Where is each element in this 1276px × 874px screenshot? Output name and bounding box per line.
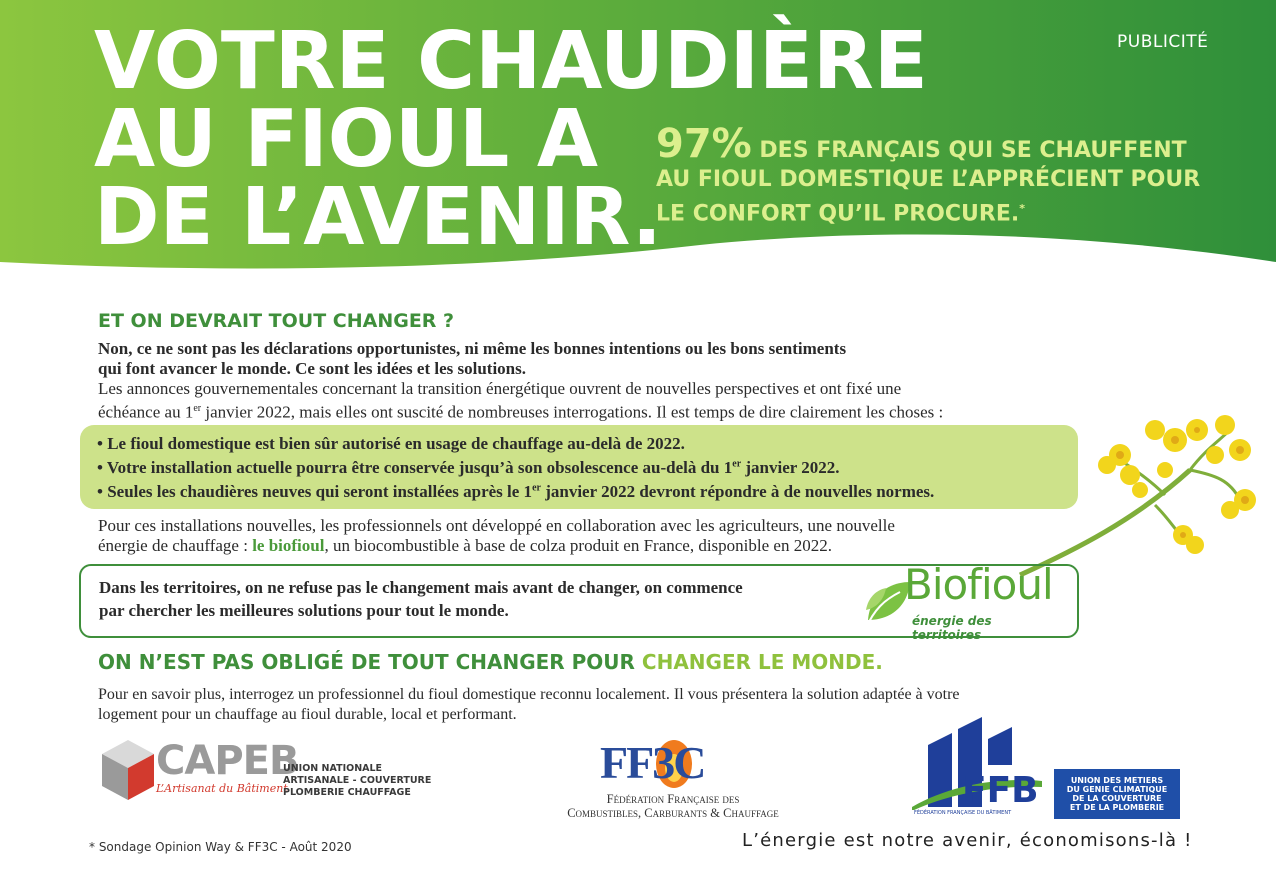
capeb-desc-1: UNION NATIONALE: [283, 763, 383, 774]
ff3c-subtitle: [548, 792, 798, 820]
survey-footnote: * Sondage Opinion Way & FF3C - Août 2020: [89, 840, 352, 854]
umgcc-line-3: DE LA COUVERTURE: [1072, 794, 1162, 803]
world-title-a: ON N’EST PAS OBLIGÉ DE TOUT CHANGER POUR: [98, 650, 642, 674]
stat-block: [656, 121, 1256, 228]
ff3c-logo: [548, 736, 798, 826]
callout-line-1: Dans les territoires, on ne refuse pas le changement mais avant de changer, on commence: [99, 578, 743, 597]
capeb-desc-2: ARTISANALE - COUVERTURE: [283, 775, 432, 786]
bullet-1: • Le fioul domestique est bien sûr autorisé en usage de chauffage au-delà de 2022.: [97, 434, 685, 453]
stat-percent: 97%: [656, 121, 752, 167]
bullet-2-a: • Votre installation actuelle pourra être conservée jusqu’à son obsolescence au-delà du 1: [97, 458, 733, 477]
bullet-2: [97, 458, 840, 478]
world-title-b: CHANGER LE MONDE.: [641, 650, 883, 674]
capeb-cube-icon: [100, 738, 156, 802]
para-line-1: Les annonces gouvernementales concernant la transition énergétique ouvrent de nouvelles perspectives et ont fixé une: [98, 379, 902, 398]
callout-line-2: par chercher les meilleures solutions pour tout le monde.: [99, 601, 509, 620]
bullet-3: [97, 482, 934, 502]
capeb-logo: [100, 738, 430, 808]
bullet-2-b: janvier 2022.: [741, 458, 840, 477]
capeb-word: CAPEB: [156, 738, 299, 784]
headline-line-3: DE L’AVENIR.: [94, 171, 662, 263]
biofioul-highlight: le biofioul: [252, 536, 325, 555]
ff3c-sub-2: Combustibles, Carburants & Chauffage: [567, 806, 779, 820]
bullet-2-sup: er: [732, 458, 742, 470]
more-info-line-2: logement pour un chauffage au fioul durable, local et performant.: [98, 706, 517, 723]
stat-line-3: LE CONFORT QU’IL PROCURE.: [656, 201, 1020, 227]
umgcc-badge: [1054, 769, 1180, 819]
biofioul-logo: [864, 560, 1054, 642]
biofioul-line-2a: énergie de chauffage :: [98, 536, 253, 555]
para-line-2-sup: er: [193, 403, 202, 414]
section-title-world: [98, 650, 883, 674]
more-info-line-1: Pour en savoir plus, interrogez un professionnel du fioul domestique reconnu localement. Il vous présentera la solution adaptée à votre: [98, 686, 960, 703]
stat-line-2: AU FIOUL DOMESTIQUE L’APPRÉCIENT POUR: [656, 167, 1201, 192]
capeb-description: [283, 763, 431, 799]
bullet-3-b: janvier 2022 devront répondre à de nouvelles normes.: [540, 482, 935, 501]
biofioul-line-2b: , un biocombustible à base de colza produit en France, disponible en 2022.: [324, 536, 832, 555]
umgcc-line-2: DU GENIE CLIMATIQUE: [1066, 785, 1168, 794]
intro-text: [98, 339, 943, 423]
section-title-change: ET ON DEVRAIT TOUT CHANGER ?: [98, 310, 455, 332]
stat-line-1: DES FRANÇAIS QUI SE CHAUFFENT: [751, 138, 1187, 163]
biofioul-logo-word: Biofioul: [904, 560, 1053, 609]
callout-text: [99, 576, 743, 622]
intro-bold-1: Non, ce ne sont pas les déclarations opportunistes, ni même les bonnes intentions ou les bons sentiments: [98, 339, 847, 358]
bullet-3-sup: er: [532, 482, 541, 494]
ad-label: PUBLICITÉ: [1117, 32, 1209, 52]
bullet-3-a: • Seules les chaudières neuves qui seront installées après le 1: [97, 482, 533, 501]
para-line-2a: échéance au 1: [98, 402, 194, 422]
para-line-2b: janvier 2022, mais elles ont suscité de nombreuses interrogations. Il est temps de dire clairement les choses :: [201, 402, 944, 422]
more-info-paragraph: [98, 685, 960, 725]
ff3c-sub-1: Fédération Française des: [606, 792, 740, 806]
ff3c-word: FF3C: [600, 737, 705, 788]
capeb-desc-3: PLOMBERIE CHAUFFAGE: [283, 787, 411, 798]
capeb-tagline: L’Artisanat du Bâtiment: [156, 782, 288, 795]
biofioul-line-1: Pour ces installations nouvelles, les professionnels ont développé en collaboration avec les agriculteurs, une nouvelle: [98, 516, 895, 535]
umgcc-line-4: ET DE LA PLOMBERIE: [1069, 803, 1165, 812]
biofioul-paragraph: [98, 516, 895, 556]
intro-bold-2: qui font avancer le monde. Ce sont les idées et les solutions.: [98, 359, 526, 378]
ffb-federation: FÉDÉRATION FRANÇAISE DU BÂTIMENT: [914, 810, 1012, 816]
headline-line-1: VOTRE CHAUDIÈRE: [94, 15, 928, 107]
stat-asterisk: *: [1019, 202, 1025, 215]
headline-line-2: AU FIOUL A: [94, 93, 599, 185]
rapeseed-flower-image: [1015, 410, 1265, 580]
ffb-word: FFB: [962, 770, 1039, 811]
key-points-box: [80, 425, 1078, 509]
header-banner: [0, 0, 1276, 300]
umgcc-line-1: UNION DES METIERS: [1070, 776, 1164, 785]
biofioul-logo-sub: énergie des territoires: [912, 614, 992, 642]
slogan: L’énergie est notre avenir, économisons-là !: [742, 830, 1193, 851]
